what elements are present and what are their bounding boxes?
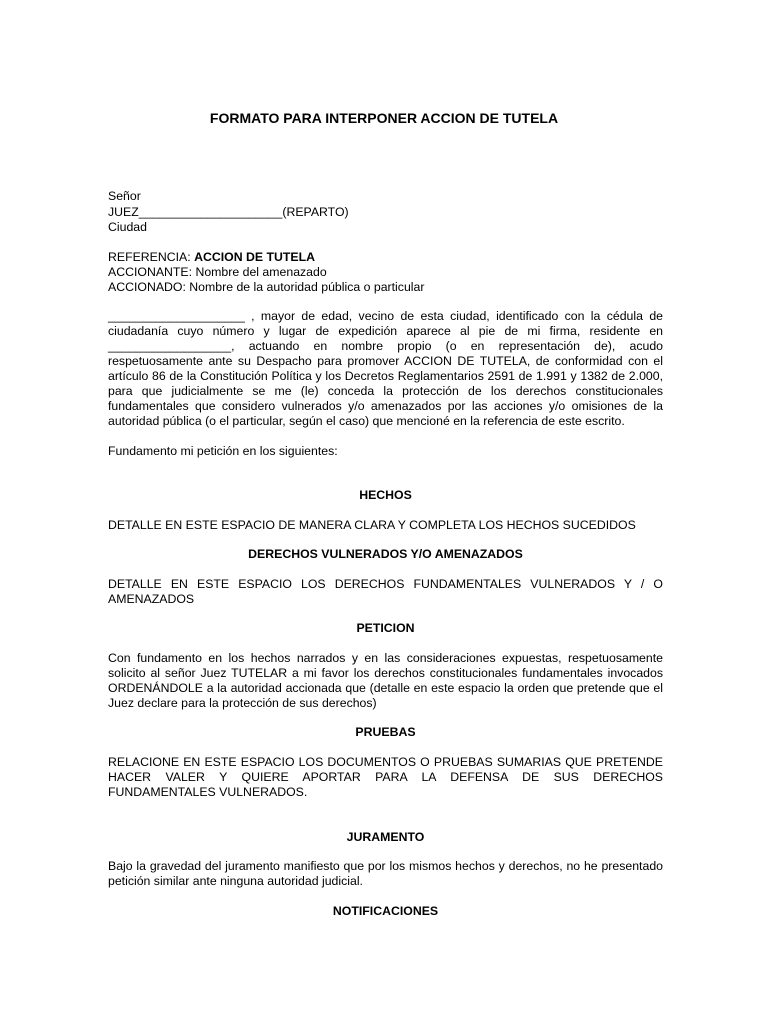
pruebas-heading: PRUEBAS <box>355 725 416 739</box>
juramento-heading: JURAMENTO <box>346 830 425 844</box>
address-line-juez: JUEZ_____________________(REPARTO) <box>108 205 349 219</box>
reference-value: ACCION DE TUTELA <box>194 250 316 264</box>
peticion-text: Con fundamento en los hechos narrados y en las consideraciones expuestas, respetuosamente solicito al señor Juez TUTELAR a mi favor los derechos constitucionales fundamentales invocados ORDENÁNDOLE a la autoridad accionada que (detalle en este espacio la orden que pretende que el Juez declare para la protección de sus derechos) <box>108 651 663 710</box>
address-line-ciudad: Ciudad <box>108 220 147 234</box>
reference-line <box>108 250 315 265</box>
address-line-senor: Señor <box>108 189 141 203</box>
derechos-heading: DERECHOS VULNERADOS Y/O AMENAZADOS <box>248 547 523 561</box>
peticion-heading: PETICION <box>356 621 415 635</box>
pruebas-text: RELACIONE EN ESTE ESPACIO LOS DOCUMENTOS O PRUEBAS SUMARIAS QUE PRETENDE HACER VALER Y QUIERE APORTAR PARA LA DEFENSA DE SUS DERECHOS FUNDAMENTALES VULNERADOS. <box>108 755 663 799</box>
hechos-text: DETALLE EN ESTE ESPACIO DE MANERA CLARA Y COMPLETA LOS HECHOS SUCEDIDOS <box>108 518 636 532</box>
accionante-line: ACCIONANTE: Nombre del amenazado <box>108 265 327 279</box>
juramento-text: Bajo la gravedad del juramento manifiesto que por los mismos hechos y derechos, no he presentado petición similar ante ninguna autoridad judicial. <box>108 859 663 888</box>
notificaciones-heading: NOTIFICACIONES <box>332 904 439 918</box>
hechos-heading: HECHOS <box>359 488 412 502</box>
derechos-text: DETALLE EN ESTE ESPACIO LOS DERECHOS FUNDAMENTALES VULNERADOS Y / O AMENAZADOS <box>108 577 663 606</box>
accionado-line: ACCIONADO: Nombre de la autoridad pública o particular <box>108 280 425 294</box>
intro-paragraph: ____________________ , mayor de edad, vecino de esta ciudad, identificado con la cédula de ciudadanía cuyo número y lugar de expedición aparece al pie de mi firma, residente en __________________, actuando en nombre propio (o en representación de), acudo respetuosamente ante su Despacho para promover ACCION DE TUTELA, de conformidad con el artículo 86 de la Constitución Política y los Decretos Reglamentarios 2591 de 1.991 y 1382 de 2.000, para que judicialmente se me (le) conceda la protección de los derechos constitucionales fundamentales que considero vulnerados y/o amenazados por las acciones y/o omisiones de la autoridad pública (o el particular, según el caso) que mencioné en la referencia de este escrito. <box>108 309 663 428</box>
reference-label: REFERENCIA: <box>108 250 195 264</box>
fundamento-line: Fundamento mi petición en los siguientes: <box>108 444 338 458</box>
document-title: FORMATO PARA INTERPONER ACCION DE TUTELA <box>209 110 559 126</box>
